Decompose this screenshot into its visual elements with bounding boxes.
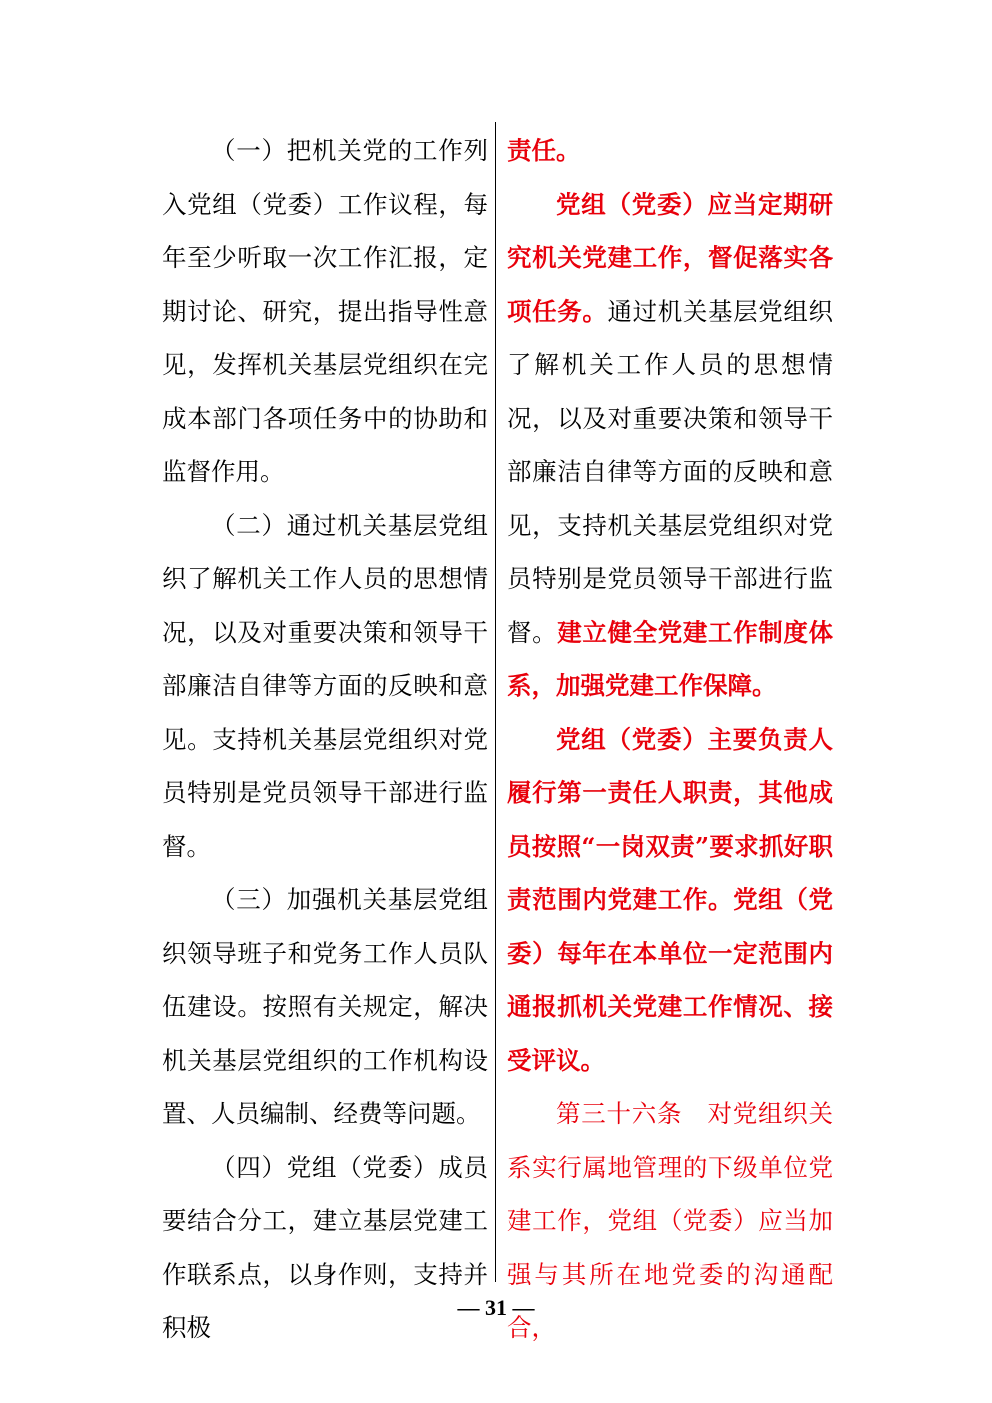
right-column-revised-text xyxy=(507,124,833,1355)
right-paragraph-4-text: 对党组织关系实行属地管理的下级单位党建工作，党组（党委）应当加强与其所在地党委的沟通配合， xyxy=(507,1099,833,1342)
page-number: — 31 — xyxy=(457,1295,535,1320)
article-number: 第三十六条 xyxy=(556,1099,683,1128)
right-paragraph-2-bold-start: 党组（党委）应当定期研究机关党建工作，督促落实各项任务。 xyxy=(507,189,833,326)
right-paragraph-2-plain: 通过机关基层党组织了解机关工作人员的思想情况，以及对重要决策和领导干部廉洁自律等方面的反映和意见，支持机关基层党组织对党员特别是党员领导干部进行监督。 xyxy=(507,296,833,647)
left-column-original-text xyxy=(162,124,488,1355)
right-paragraph-3: 党组（党委）主要负责人履行第一责任人职责，其他成员按照“一岗双责”要求抓好职责范围内党建工作。党组（党委）每年在本单位一定范围内通报抓机关党建工作情况、接受评议。 xyxy=(507,724,833,1075)
right-paragraph-2 xyxy=(507,178,833,713)
left-paragraph-1: （一）把机关党的工作列入党组（党委）工作议程，每年至少听取一次工作汇报，定期讨论、研究，提出指导性意见，发挥机关基层党组织在完成本部门各项任务中的协助和监督作用。 xyxy=(162,136,488,486)
left-paragraph-3: （三）加强机关基层党组织领导班子和党务工作人员队伍建设。按照有关规定，解决机关基层党组织的工作机构设置、人员编制、经费等问题。 xyxy=(162,885,488,1128)
right-paragraph-1: 责任。 xyxy=(507,136,581,165)
right-paragraph-2-bold-end: 建立健全党建工作制度体系，加强党建工作保障。 xyxy=(507,617,833,700)
left-paragraph-4: （四）党组（党委）成员要结合分工，建立基层党建工作联系点，以身作则，支持并积极 xyxy=(162,1152,488,1342)
column-divider xyxy=(495,122,496,1282)
article-space xyxy=(682,1099,707,1128)
left-paragraph-2: （二）通过机关基层党组织了解机关工作人员的思想情况，以及对重要决策和领导干部廉洁自律等方面的反映和意见。支持机关基层党组织对党员特别是党员领导干部进行监督。 xyxy=(162,510,488,861)
